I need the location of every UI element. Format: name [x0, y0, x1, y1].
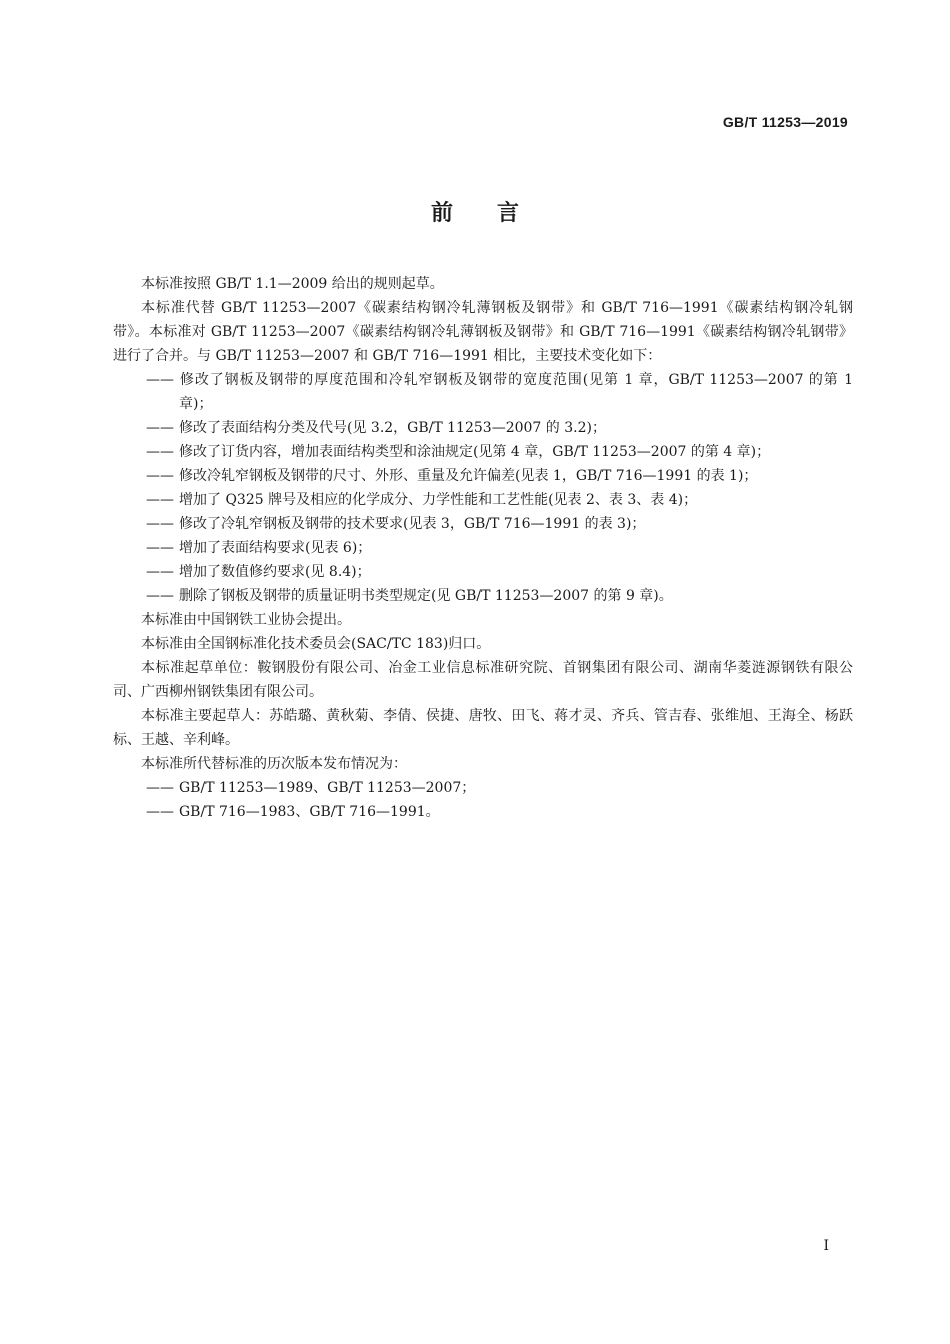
list-item — [113, 536, 853, 560]
paragraph-drafting-rules: 本标准按照 GB/T 1.1—2009 给出的规则起草。 — [141, 276, 444, 292]
list-item — [113, 800, 853, 824]
dash-marker: —— — [146, 588, 174, 604]
list-item-text: 增加了数值修约要求(见 8.4)； — [179, 564, 371, 580]
paragraph-history-intro: 本标准所代替标准的历次版本发布情况为： — [141, 756, 407, 772]
paragraph-drafters: 本标准主要起草人：苏皓璐、黄秋菊、李倩、侯捷、唐牧、田飞、蒋才灵、齐兵、管吉春、张维旭、王海全、杨跃标、王越、辛利峰。 — [113, 708, 853, 748]
dash-marker: —— — [146, 780, 174, 796]
list-item-text: 修改了订货内容，增加表面结构类型和涂油规定(见第 4 章，GB/T 11253—2007 的第 4 章)； — [179, 444, 771, 460]
list-item — [113, 512, 853, 536]
paragraph-replacement: 本标准代替 GB/T 11253—2007《碳素结构钢冷轧薄钢板及钢带》和 GB/T 716—1991《碳素结构钢冷轧钢带》。本标准对 GB/T 11253—2007《碳素结构钢冷轧薄钢板及钢带》和 GB/T 716—1991《碳素结构钢冷轧钢带》进行了合并。与 GB/T 11253—2007 和 GB/T 716—1991 相比，主要技术变化如下： — [113, 300, 853, 364]
list-item — [113, 584, 853, 608]
list-item — [113, 416, 853, 440]
dash-marker: —— — [146, 540, 174, 556]
dash-marker: —— — [146, 804, 174, 820]
list-item — [113, 560, 853, 584]
list-item — [113, 776, 853, 800]
dash-marker: —— — [146, 444, 174, 460]
dash-marker: —— — [146, 564, 174, 580]
foreword-body — [113, 272, 853, 824]
dash-marker: —— — [146, 492, 174, 508]
page-number: I — [823, 1238, 829, 1254]
dash-marker: —— — [146, 516, 174, 532]
list-item — [113, 464, 853, 488]
list-item-text: GB/T 11253—1989、GB/T 11253—2007； — [179, 780, 476, 796]
list-item-text: 修改了表面结构分类及代号(见 3.2，GB/T 11253—2007 的 3.2)； — [179, 420, 606, 436]
list-item-text: 增加了 Q325 牌号及相应的化学成分、力学性能和工艺性能(见表 2、表 3、表 4)； — [179, 492, 698, 508]
list-item-text: 修改了冷轧窄钢板及钢带的技术要求(见表 3，GB/T 716—1991 的表 3)； — [179, 516, 646, 532]
list-item — [113, 368, 853, 416]
paragraph-committee: 本标准由全国钢标准化技术委员会(SAC/TC 183)归口。 — [141, 636, 491, 652]
dash-marker: —— — [146, 468, 174, 484]
page-title: 前言 — [430, 201, 563, 226]
dash-marker: —— — [146, 372, 174, 388]
standard-number: GB/T 11253—2019 — [722, 114, 848, 130]
list-item — [113, 488, 853, 512]
paragraph-proposer: 本标准由中国钢铁工业协会提出。 — [141, 612, 351, 628]
list-item-text: 删除了钢板及钢带的质量证明书类型规定(见 GB/T 11253—2007 的第 9 章)。 — [179, 588, 673, 604]
list-item — [113, 440, 853, 464]
list-item-text: GB/T 716—1983、GB/T 716—1991。 — [179, 804, 440, 820]
list-item-text: 修改了钢板及钢带的厚度范围和冷轧窄钢板及钢带的宽度范围(见第 1 章，GB/T 11253—2007 的第 1 章)； — [179, 372, 853, 412]
list-item-text: 修改冷轧窄钢板及钢带的尺寸、外形、重量及允许偏差(见表 1，GB/T 716—1991 的表 1)； — [179, 468, 758, 484]
list-item-text: 增加了表面结构要求(见表 6)； — [179, 540, 372, 556]
paragraph-drafting-units: 本标准起草单位：鞍钢股份有限公司、冶金工业信息标准研究院、首钢集团有限公司、湖南华菱涟源钢铁有限公司、广西柳州钢铁集团有限公司。 — [113, 660, 853, 700]
dash-marker: —— — [146, 420, 174, 436]
